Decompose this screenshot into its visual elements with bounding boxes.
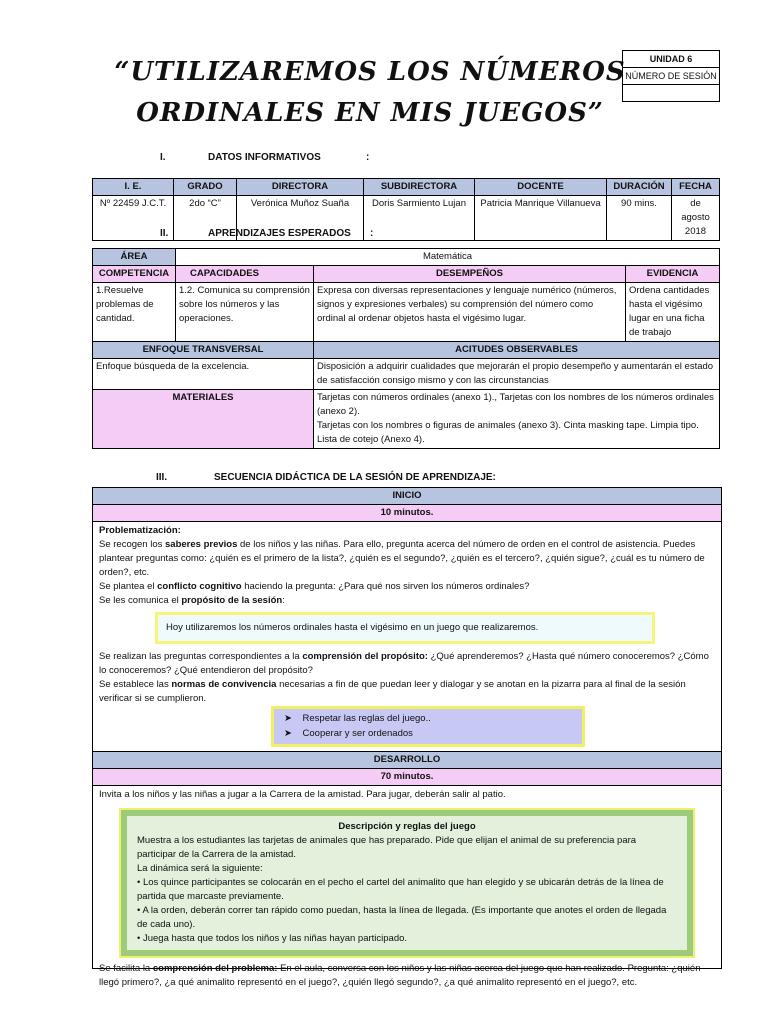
desempenos-cell: Expresa con diversas representaciones y lenguaje numérico (números, signos y expresiones verbales) su comprensión del número como ordinal al ordenar objetos hasta el vigésimo lugar. [314, 283, 626, 342]
section-3-heading: SECUENCIA DIDÁCTICA DE LA SESIÓN DE APRENDIZAJE: [214, 472, 496, 483]
game-rule: • A la orden, deberán correr tan rápido como puedan, hasta la línea de llegada. (Es importante que anotes el orden de llegada de cada uno). [137, 905, 667, 930]
info-header: FECHA [672, 179, 720, 196]
session-number-label: NÚMERO DE SESIÓN [623, 68, 720, 85]
comprension-problema-paragraph [99, 962, 715, 990]
arrow-icon: ➤ [284, 728, 292, 739]
inicio-content [93, 522, 721, 751]
text-span: Se les comunica el [99, 595, 182, 606]
section-2-number: II. [160, 228, 169, 239]
info-value: Patricia Manrique Villanueva [475, 196, 607, 241]
saberes-previos-paragraph [99, 538, 715, 580]
info-value: 2do “C” [174, 196, 237, 241]
title-line-2: ORDINALES EN MIS JUEGOS” [136, 98, 604, 128]
norm-text: Cooperar y ser ordenados [302, 728, 413, 739]
info-table [92, 178, 720, 241]
text-bold: saberes previos [165, 539, 238, 550]
info-value: Verónica Muñoz Suaña [237, 196, 364, 241]
info-value: Doris Sarmiento Lujan [364, 196, 475, 241]
info-header: DURACIÓN [607, 179, 672, 196]
text-bold: conflicto cognitivo [157, 581, 242, 592]
capacidades-header: CAPACIDADES [176, 266, 314, 283]
game-rule: • Juega hasta que todos los niños y las niñas hayan participado. [137, 933, 408, 944]
evidencia-cell: Ordena cantidades hasta el vigésimo lugar en una ficha de trabajo [626, 283, 720, 342]
info-header: SUBDIRECTORA [364, 179, 475, 196]
game-rule: Muestra a los estudiantes las tarjetas de animales que has preparado. Pide que elijan el animal de su preferencia para participar de la Carrera de la amistad. [137, 835, 637, 860]
purpose-text: Hoy utilizaremos los números ordinales hasta el vigésimo en un juego que realizaremos. [166, 622, 539, 633]
inicio-header: INICIO [93, 488, 721, 505]
learning-table [92, 248, 720, 449]
desarrollo-header: DESARROLLO [93, 751, 721, 769]
info-header: I. E. [93, 179, 174, 196]
competencia-header: COMPETENCIA [93, 266, 176, 283]
text-span: : [282, 595, 285, 606]
comprension-paragraph [99, 650, 715, 678]
section-1-colon: : [366, 152, 370, 163]
title-line-1: “UTILIZAREMOS LOS NÚMEROS [114, 57, 626, 87]
info-value: 90 mins. [607, 196, 672, 241]
materiales-line-2: Tarjetas con los nombres o figuras de animales (anexo 3). Cinta masking tape. Limpia tipo. Lista de cotejo (Anexo 4). [317, 420, 699, 445]
info-value: de agosto 2018 [672, 196, 720, 241]
text-span: Se establece las [99, 679, 172, 690]
game-rule: • Los quince participantes se colocarán en el pecho el cartel del animalito que han elegido y se ubicarán detrás de la línea de partida que marcaste previamente. [137, 877, 664, 902]
text-bold: comprensión del propósito: [302, 651, 428, 662]
text-span: necesarias a fin de que puedan leer y dialogar y se anotan en la pizarra para al final de la sesión verificar si se cumplieron. [99, 679, 686, 704]
text-span: ¿Qué aprenderemos? ¿Hasta qué número conoceremos? ¿Cómo lo conoceremos? ¿Qué entendieron del propósito? [99, 651, 709, 676]
proposito-paragraph [99, 594, 715, 608]
session-number-value [623, 85, 720, 102]
actitudes-header: ACITUDES OBSERVABLES [314, 342, 720, 359]
area-label: ÁREA [93, 249, 176, 266]
game-rules-title: Descripción y reglas del juego [338, 821, 476, 832]
evidencia-header: EVIDENCIA [626, 266, 720, 283]
problematizacion-title: Problematización: [99, 525, 181, 536]
text-span: haciendo la pregunta: ¿Para qué nos sirven los números ordinales? [241, 581, 530, 592]
unit-label: UNIDAD 6 [623, 51, 720, 68]
desempenos-header: DESEMPEÑOS [314, 266, 626, 283]
section-1-heading: DATOS INFORMATIVOS [208, 152, 321, 163]
text-span: En el aula, conversa con los niños y las niñas acerca del juego que han realizado. Pregunta: ¿quién llegó primero?, ¿a qué animalito representó en el juego?, ¿quién llegó segundo?, ¿a qué animalito representó en el juego?, etc. [99, 963, 701, 988]
info-header: DIRECTORA [237, 179, 364, 196]
actitudes-cell: Disposición a adquirir cualidades que mejorarán el propio desempeño y aumentarán el estado de satisfacción consigo mismo y con las circunstancias [314, 359, 720, 390]
purpose-box [155, 612, 655, 644]
materiales-line-1: Tarjetas con números ordinales (anexo 1)., Tarjetas con los nombres de los números ordinales (anexo 2). [317, 392, 714, 417]
info-header: GRADO [174, 179, 237, 196]
text-span: Se facilita la [99, 963, 153, 974]
norm-text: Respetar las reglas del juego.. [302, 713, 431, 724]
norms-box [271, 706, 585, 747]
section-2-heading: APRENDIZAJES ESPERADOS [208, 228, 351, 239]
desarrollo-content [93, 786, 721, 992]
text-bold: propósito de la sesión [181, 595, 283, 606]
conflicto-paragraph [99, 580, 715, 594]
text-span: de los niños y las niñas. Para ello, pregunta acerca del número de orden en el control de asistencia. Puedes plantear preguntas como: ¿quién es el primero de la lista?, ¿quién es el segundo?, ¿quién es el tercero?, ¿quién sigue?, ¿cuál es tu número de orden?, etc. [99, 539, 705, 578]
sequence-box [92, 487, 722, 988]
section-3-number: III. [156, 472, 168, 483]
section-1-number: I. [160, 152, 166, 163]
norms-list [284, 712, 572, 741]
game-rule: La dinámica será la siguiente: [137, 863, 263, 874]
section-2-colon: : [370, 228, 374, 239]
game-rules-box [121, 810, 693, 956]
unit-box [622, 50, 720, 102]
session-title [100, 52, 640, 134]
info-header: DOCENTE [475, 179, 607, 196]
enfoque-cell: Enfoque búsqueda de la excelencia. [93, 359, 314, 390]
text-span: Se recogen los [99, 539, 166, 550]
materiales-cell [314, 390, 720, 449]
list-item [284, 727, 572, 741]
text-bold: normas de convivencia [171, 679, 277, 690]
inicio-time: 10 minutos. [93, 505, 721, 522]
competencia-cell: 1.Resuelve problemas de cantidad. [93, 283, 176, 342]
desarrollo-time: 70 minutos. [93, 769, 721, 786]
normas-paragraph [99, 678, 715, 706]
text-span: Se plantea el [99, 581, 158, 592]
enfoque-header: ENFOQUE TRANSVERSAL [93, 342, 314, 359]
materiales-header: MATERIALES [93, 390, 314, 449]
desarrollo-intro: Invita a los niños y las niñas a jugar a la Carrera de la amistad. Para jugar, deberán salir al patio. [99, 789, 506, 800]
text-span: Se realizan las preguntas correspondientes a la [99, 651, 303, 662]
info-value: Nº 22459 J.C.T. [93, 196, 174, 241]
text-bold: comprensión del problema: [152, 963, 278, 974]
area-value: Matemática [176, 249, 720, 266]
arrow-icon: ➤ [284, 713, 292, 724]
list-item [284, 712, 572, 726]
capacidades-cell: 1.2. Comunica su comprensión sobre los números y las operaciones. [176, 283, 314, 342]
